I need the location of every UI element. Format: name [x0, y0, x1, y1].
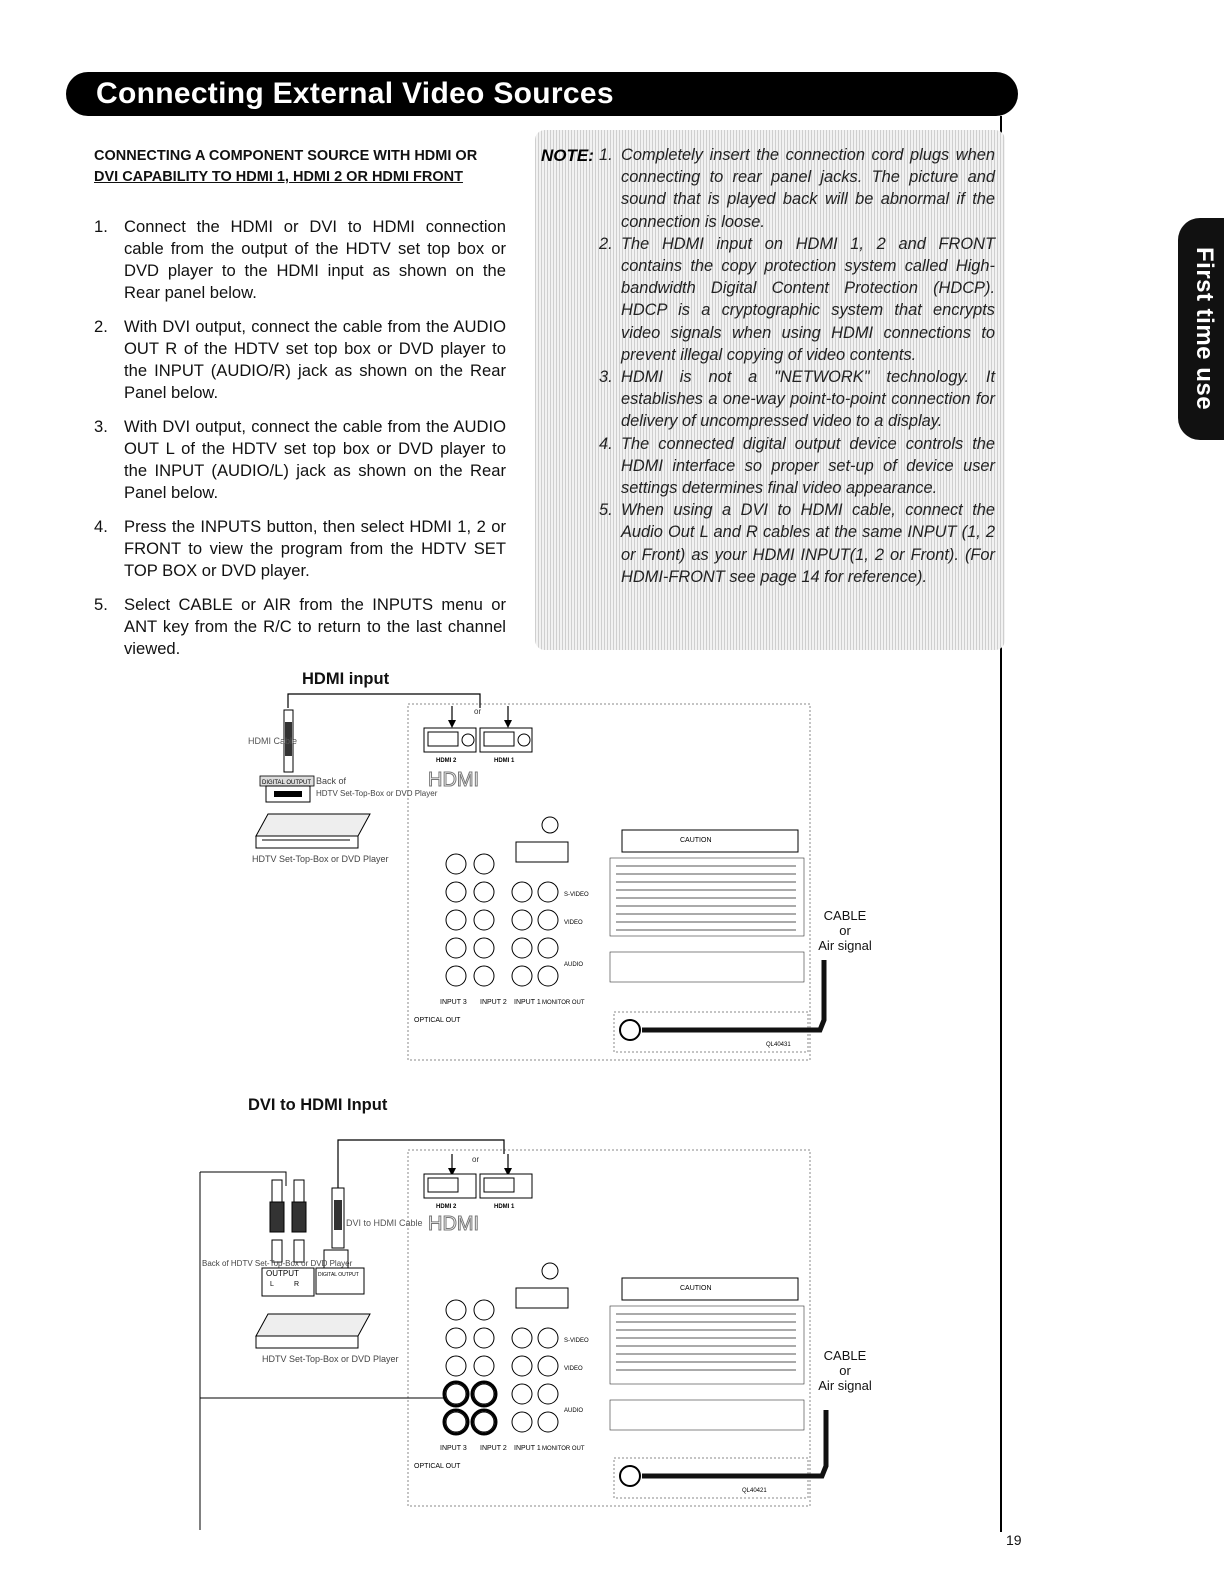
caution-text: CAUTION [680, 1285, 712, 1292]
note-item [599, 366, 995, 433]
svideo-label: S-VIDEO [564, 892, 589, 898]
air-signal-label: Air signal [818, 938, 872, 953]
hdmi-cable-route [288, 694, 480, 708]
side-tab [1178, 218, 1224, 440]
digital-output-label: DIGITAL OUTPUT [318, 1272, 359, 1278]
set-top-box-icon [256, 814, 370, 848]
ant-connector [620, 1466, 640, 1486]
device-label: HDTV Set-Top-Box or DVD Player [262, 1354, 399, 1364]
note-number: 1. [599, 146, 613, 164]
note-item [599, 144, 995, 233]
page-number: 19 [1006, 1532, 1022, 1548]
note-box [535, 130, 1005, 650]
note-item [599, 499, 995, 588]
rca-cable-icon [270, 1180, 306, 1262]
hdmi2-label: HDMI 2 [436, 758, 457, 764]
cable-label: CABLE [823, 908, 867, 923]
heading-line-1: CONNECTING A COMPONENT SOURCE WITH HDMI OR [94, 148, 478, 164]
or-label: or [839, 923, 851, 938]
r-label: R [294, 1281, 300, 1288]
step-item [94, 316, 506, 404]
audio-label: AUDIO [564, 962, 584, 968]
or-label: or [839, 1363, 851, 1378]
note-text: When using a DVI to HDMI cable, connect the Audio Out L and R cables at the same INPUT (1, 2 or Front) as your HDMI INPUT(1, 2 or Front). (For HDMI-FRONT see page 14 for reference). [621, 501, 995, 586]
or-label: or [472, 1155, 480, 1164]
output-label: OUTPUT [266, 1269, 299, 1278]
svideo-label: S-VIDEO [564, 1338, 589, 1344]
dvi-cable-label: DVI to HDMI Cable [346, 1218, 423, 1228]
step-text: With DVI output, connect the cable from the AUDIO OUT L of the HDTV set top box or DVD player to the INPUT (AUDIO/L) jack as shown on the Rear Panel below. [124, 417, 506, 502]
video-label: VIDEO [564, 920, 583, 926]
input2-label: INPUT 2 [480, 999, 507, 1006]
video-label: VIDEO [564, 1366, 583, 1372]
step-number: 3. [94, 417, 108, 436]
monitor-out-label: MONITOR OUT [542, 1446, 585, 1452]
diagram1-cable-label [810, 908, 880, 953]
note-item [599, 233, 995, 366]
diagram1-caption: HDMI input [302, 670, 390, 688]
optical-out-label: OPTICAL OUT [414, 1017, 461, 1024]
note-number: 4. [599, 434, 613, 453]
digital-output-label: DIGITAL OUTPUT [262, 780, 312, 786]
step-text: With DVI output, connect the cable from the AUDIO OUT R of the HDTV set top box or DVD player to the INPUT (AUDIO/R) jack as shown on the Rear Panel below. [124, 317, 506, 402]
caution-text: CAUTION [680, 837, 712, 844]
optical-out-label: OPTICAL OUT [414, 1463, 461, 1470]
note-number: 3. [599, 368, 613, 387]
note-text: The connected digital output device controls the HDMI interface so proper set-up of device user settings determines final video appearance. [621, 434, 995, 498]
page-title: Connecting External Video Sources [96, 77, 614, 110]
set-top-box-icon [256, 1314, 370, 1348]
cable-label: CABLE [823, 1348, 867, 1363]
steps-list [94, 216, 506, 672]
step-number: 5. [94, 595, 108, 614]
section-heading [94, 146, 524, 188]
hdmi-cable-label: HDMI Cable [248, 736, 298, 746]
step-item [94, 216, 506, 304]
part-number: QL40431 [766, 1042, 791, 1048]
step-item [94, 516, 506, 582]
note-text: Completely insert the connection cord plugs when connecting to rear panel jacks. The picture and sound that is played back will be abnormal if the connection is loose. [621, 146, 995, 231]
step-text: Press the INPUTS button, then select HDMI 1, 2 or FRONT to view the program from the HDTV SET TOP BOX or DVD player. [124, 517, 506, 580]
hdmi1-label: HDMI 1 [494, 758, 515, 764]
hdmi-logo: HDMI [428, 1213, 480, 1235]
title-banner [66, 72, 1018, 116]
note-item [599, 433, 995, 500]
back-of-device-label: Back of HDTV Set-Top-Box or DVD Player [202, 1259, 353, 1268]
note-number: 2. [599, 234, 613, 253]
step-item [94, 416, 506, 504]
note-text: HDMI is not a "NETWORK" technology. It establishes a one-way point-to-point connection for delivery of uncompressed video to a display. [621, 368, 995, 431]
ant-connector [620, 1020, 640, 1040]
monitor-out-label: MONITOR OUT [542, 1000, 585, 1006]
step-number: 1. [94, 217, 108, 236]
air-signal-label: Air signal [818, 1378, 872, 1393]
note-text: The HDMI input on HDMI 1, 2 and FRONT contains the copy protection system called High-bandwidth Digital Content Protection (HDCP). HDCP is a cryptographic system that encrypts video signals when using HDMI connections to prevent illegal copying of video contents. [621, 234, 995, 364]
hdmi1-port [484, 732, 514, 746]
input3-label: INPUT 3 [440, 999, 467, 1006]
hdmi2-port [428, 1178, 458, 1192]
audio-label: AUDIO [564, 1408, 584, 1414]
input2-label: INPUT 2 [480, 1445, 507, 1452]
input1-label: INPUT 1 [514, 1445, 541, 1452]
diagram2-cable-label [810, 1348, 880, 1393]
step-number: 4. [94, 517, 108, 536]
step-text: Connect the HDMI or DVI to HDMI connection cable from the output of the HDTV set top box or DVD player to the HDMI input as shown on the Rear panel below. [124, 217, 506, 302]
diagram2-caption: DVI to HDMI Input [248, 1096, 388, 1114]
back-of-label: Back of [316, 776, 347, 786]
hdmi2-port [428, 732, 458, 746]
diagram2-dvi [196, 1130, 856, 1530]
dvi-cable-route [338, 1140, 504, 1188]
note-list [599, 144, 995, 588]
side-tab-label: First time use [1191, 247, 1218, 411]
note-label: NOTE: [541, 146, 594, 165]
l-label: L [270, 1281, 274, 1288]
step-item [94, 594, 506, 660]
note-number: 5. [599, 501, 613, 520]
step-text: Select CABLE or AIR from the INPUTS menu or ANT key from the R/C to return to the last channel viewed. [124, 595, 506, 658]
av-jack-grid [446, 854, 558, 986]
back-of-device-label: HDTV Set-Top-Box or DVD Player [316, 789, 438, 798]
hdmi2-label: HDMI 2 [436, 1204, 457, 1210]
step-number: 2. [94, 317, 108, 336]
diagram1-hdmi [230, 690, 850, 1070]
hdmi1-label: HDMI 1 [494, 1204, 515, 1210]
heading-line-2: DVI CAPABILITY TO HDMI 1, HDMI 2 OR HDMI FRONT [94, 169, 463, 185]
input1-label: INPUT 1 [514, 999, 541, 1006]
device-label: HDTV Set-Top-Box or DVD Player [252, 854, 389, 864]
input3-label: INPUT 3 [440, 1445, 467, 1452]
part-number: QL40421 [742, 1488, 767, 1494]
hdmi1-port [484, 1178, 514, 1192]
or-label: or [474, 707, 482, 716]
hdmi-logo: HDMI [428, 769, 480, 791]
